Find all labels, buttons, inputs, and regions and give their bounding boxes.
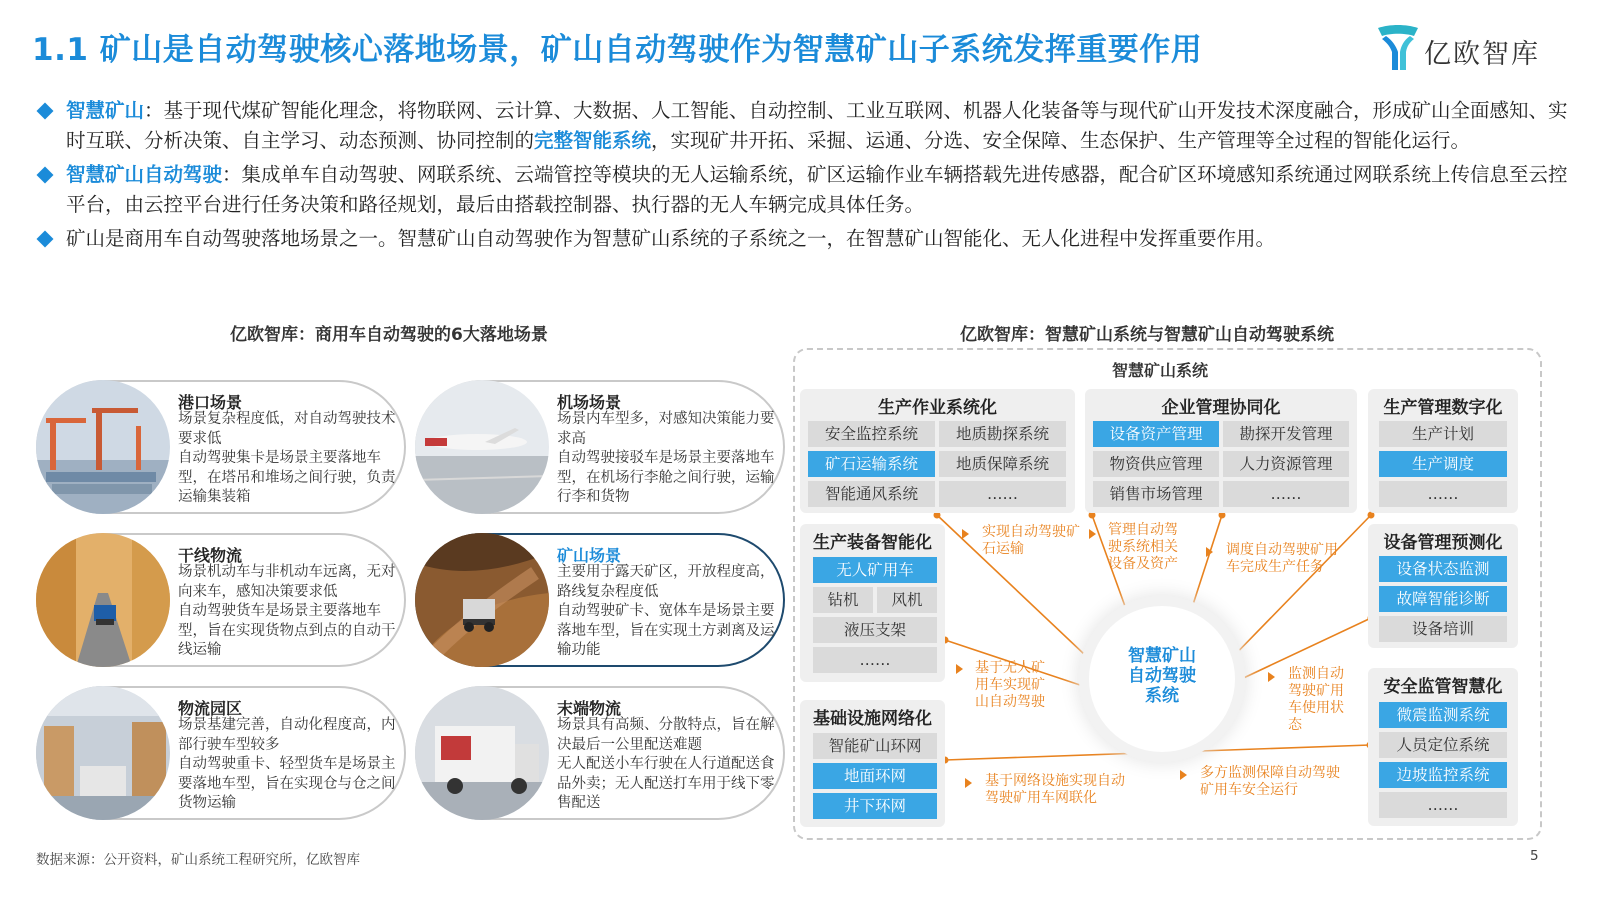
bullet-mine-scenario — [36, 224, 1584, 254]
annotation-arrow-icon — [1180, 770, 1187, 780]
bullet-text-tail: ，实现矿井开拓、采掘、运通、分选、安全保障、生态保护、生产管理等全过程的智能化运行。 — [651, 129, 1471, 152]
scenario-card-airport — [415, 380, 785, 514]
cell-hydraulic-support: 液压支架 — [813, 617, 937, 643]
annotation-safety: 多方监测保障自动驾驶矿用车安全运行 — [1200, 765, 1340, 798]
card-desc: 场景具有高频、分散特点，旨在解决最后一公里配送难题 无人配送小车行驶在人行道配送食品外卖；无人配送打车用于线下零售配送 — [557, 717, 775, 811]
logo-mark-icon — [1376, 22, 1420, 72]
cell-ellipsis: …… — [939, 481, 1066, 507]
bullet-text: 矿山是商用车自动驾驶落地场景之一。智慧矿山自动驾驶作为智慧矿山系统的子系统之一，在智慧矿山智能化、无人化进程中发挥重要作用。 — [66, 227, 1276, 250]
hub-line-3: 系统 — [1145, 686, 1179, 706]
cell-status-monitor: 设备状态监测 — [1379, 556, 1507, 582]
group-production-ops — [800, 389, 1075, 513]
cell-ventilation: 智能通风系统 — [808, 481, 935, 507]
card-desc: 场景复杂程度低，对自动驾驶技术要求低 自动驾驶集卡是场景主要落地车型，在塔吊和堆场之间行驶，负责运输集装箱 — [178, 411, 396, 505]
bullet-keyword: 智慧矿山自动驾驶 — [66, 163, 223, 186]
annotation-asset-mgmt: 管理自动驾驶系统相关设备及资产 — [1108, 522, 1178, 572]
annotation-ore-transport: 实现自动驾驶矿石运输 — [982, 524, 1080, 557]
group-title: 生产装备智能化 — [813, 533, 932, 553]
group-maintenance — [1368, 524, 1518, 648]
cell-equipment-training: 设备培训 — [1379, 616, 1507, 642]
cell-asset-mgmt: 设备资产管理 — [1093, 421, 1219, 447]
cell-drill: 钻机 — [813, 587, 873, 613]
system-title: 智慧矿山系统 — [1112, 361, 1209, 380]
page-title: 1.1 矿山是自动驾驶核心落地场景，矿山自动驾驶作为智慧矿山子系统发挥重要作用 — [32, 32, 1203, 68]
annotation-arrow-icon — [962, 529, 969, 539]
card-title: 物流园区 — [178, 699, 243, 718]
card-title: 机场场景 — [557, 393, 622, 412]
page-number: 5 — [1530, 848, 1539, 864]
left-chart-title: 亿欧智库：商用车自动驾驶的6大落地场景 — [230, 325, 548, 345]
logistics-park-photo — [36, 686, 170, 820]
brand-logo — [1376, 22, 1566, 76]
group-title: 企业管理协同化 — [1161, 398, 1281, 418]
right-chart-title: 亿欧智库：智慧矿山系统与智慧矿山自动驾驶系统 — [960, 325, 1334, 345]
bullet-keyword: 智慧矿山 — [66, 99, 145, 122]
cell-ellipsis: …… — [813, 647, 937, 673]
cell-ore-transport: 矿石运输系统 — [808, 451, 935, 477]
cell-production-dispatch: 生产调度 — [1379, 451, 1507, 477]
cell-ground-ring-network: 地面环网 — [813, 763, 937, 789]
port-photo — [36, 380, 170, 514]
group-production-mgmt — [1368, 389, 1518, 513]
cell-production-plan: 生产计划 — [1379, 421, 1507, 447]
bullet-text: ：集成单车自动驾驶、网联系统、云端管控等模块的无人运输系统，矿区运输作业车辆搭载先进传感器，配合矿区环境感知系统通过网联系统上传信息至云控平台，由云控平台进行任务决策和路径规划，最后由搭载控制器、执行器的无人车辆完成具体任务。 — [66, 163, 1568, 216]
card-desc: 场景基建完善，自动化程度高，内部行驶车型较多 自动驾驶重卡、轻型货车是场景主要落地车型，旨在实现仓与仓之间货物运输 — [178, 717, 396, 811]
group-title: 设备管理预测化 — [1383, 533, 1503, 553]
diamond-bullet-icon — [37, 167, 54, 184]
cell-ellipsis: …… — [1379, 481, 1507, 507]
cell-geo-support: 地质保障系统 — [939, 451, 1066, 477]
cell-unmanned-mine-truck: 无人矿用车 — [813, 557, 937, 583]
cell-ellipsis: …… — [1379, 792, 1507, 818]
group-title: 基础设施网络化 — [813, 709, 932, 729]
group-title: 生产管理数字化 — [1383, 398, 1503, 418]
cell-exploration-mgmt: 勘探开发管理 — [1223, 421, 1349, 447]
group-equipment — [800, 524, 945, 682]
cell-geo-exploration: 地质勘探系统 — [939, 421, 1066, 447]
annotation-arrow-icon — [956, 664, 963, 674]
scenario-card-mine — [415, 533, 785, 667]
cell-mine-ring-network: 智能矿山环网 — [813, 733, 937, 759]
bullet-smart-mine — [36, 96, 1584, 156]
airport-photo — [415, 380, 549, 514]
annotation-unmanned-truck: 基于无人矿用车实现矿山自动驾驶 — [975, 660, 1045, 710]
data-source: 数据来源：公开资料，矿山系统工程研究所，亿欧智库 — [36, 852, 360, 868]
group-enterprise — [1085, 389, 1357, 513]
bullet-highlight: 完整智能系统 — [534, 129, 652, 152]
annotation-network: 基于网络设施实现自动驾驶矿用车网联化 — [985, 773, 1125, 806]
annotation-arrow-icon — [965, 778, 972, 788]
bullet-smart-mine-autodrive — [36, 160, 1584, 220]
group-safety — [1368, 668, 1518, 826]
cell-slope-monitor: 边坡监控系统 — [1379, 762, 1507, 788]
annotation-dispatch: 调度自动驾驶矿用车完成生产任务 — [1226, 542, 1338, 575]
bullet-text: ：基于现代煤矿智能化理念，将物联网、云计算、大数据、人工智能、自动控制、工业互联网、机器人化装备等与现代矿山开发技术深度融合，形成矿山全面感知、实时互联、分析决策、自主学习、动态预测、协同控制的 — [66, 99, 1568, 152]
annotation-arrow-icon — [1089, 529, 1096, 539]
group-title: 生产作业系统化 — [878, 398, 997, 418]
trunk-logistics-photo — [36, 533, 170, 667]
annotation-usage-monitor: 监测自动驾驶矿用车使用状态 — [1288, 666, 1344, 733]
scenario-card-trunk-logistics — [36, 533, 406, 667]
group-infrastructure — [800, 700, 945, 827]
diamond-bullet-icon — [37, 231, 54, 248]
card-title: 港口场景 — [178, 393, 243, 412]
cell-personnel-location: 人员定位系统 — [1379, 732, 1507, 758]
cell-microseismic: 微震监测系统 — [1379, 702, 1507, 728]
cell-underground-ring-network: 井下环网 — [813, 793, 937, 819]
mine-photo — [415, 533, 549, 667]
cell-hr-mgmt: 人力资源管理 — [1223, 451, 1349, 477]
cell-fan: 风机 — [877, 587, 937, 613]
diamond-bullet-icon — [37, 103, 54, 120]
scenario-card-logistics-park — [36, 686, 406, 820]
hub-line-2: 自动驾驶 — [1128, 666, 1196, 686]
cell-fault-diagnosis: 故障智能诊断 — [1379, 586, 1507, 612]
card-title: 干线物流 — [178, 546, 243, 565]
group-title: 安全监管智慧化 — [1383, 677, 1503, 697]
card-desc: 场景内车型多，对感知决策能力要求高 自动驾驶接驳车是场景主要落地车型，在机场行李舱之间行驶，运输行李和货物 — [557, 411, 775, 505]
hub-line-1: 智慧矿山 — [1128, 646, 1196, 666]
card-title: 末端物流 — [557, 699, 622, 718]
annotation-arrow-icon — [1206, 547, 1213, 557]
card-desc: 主要用于露天矿区，开放程度高，路线复杂程度低 自动驾驶矿卡、宽体车是场景主要落地车型，旨在实现土方剥离及运输功能 — [557, 564, 775, 658]
autodrive-system-hub — [1089, 606, 1235, 752]
logo-text: 亿欧智库 — [1424, 39, 1540, 70]
cell-sales-mgmt: 销售市场管理 — [1093, 481, 1219, 507]
bullet-list — [36, 96, 1584, 258]
last-mile-photo — [415, 686, 549, 820]
cell-ellipsis: …… — [1223, 481, 1349, 507]
card-desc: 场景机动车与非机动车远离，无对向来车，感知决策要求低 自动驾驶货车是场景主要落地车型，旨在实现货物点到点的自动干线运输 — [178, 564, 396, 658]
cell-safety-monitor: 安全监控系统 — [808, 421, 935, 447]
scenario-card-last-mile — [415, 686, 785, 820]
cell-supply-mgmt: 物资供应管理 — [1093, 451, 1219, 477]
scenario-card-port — [36, 380, 406, 514]
annotation-arrow-icon — [1268, 672, 1275, 682]
card-title: 矿山场景 — [557, 546, 622, 565]
